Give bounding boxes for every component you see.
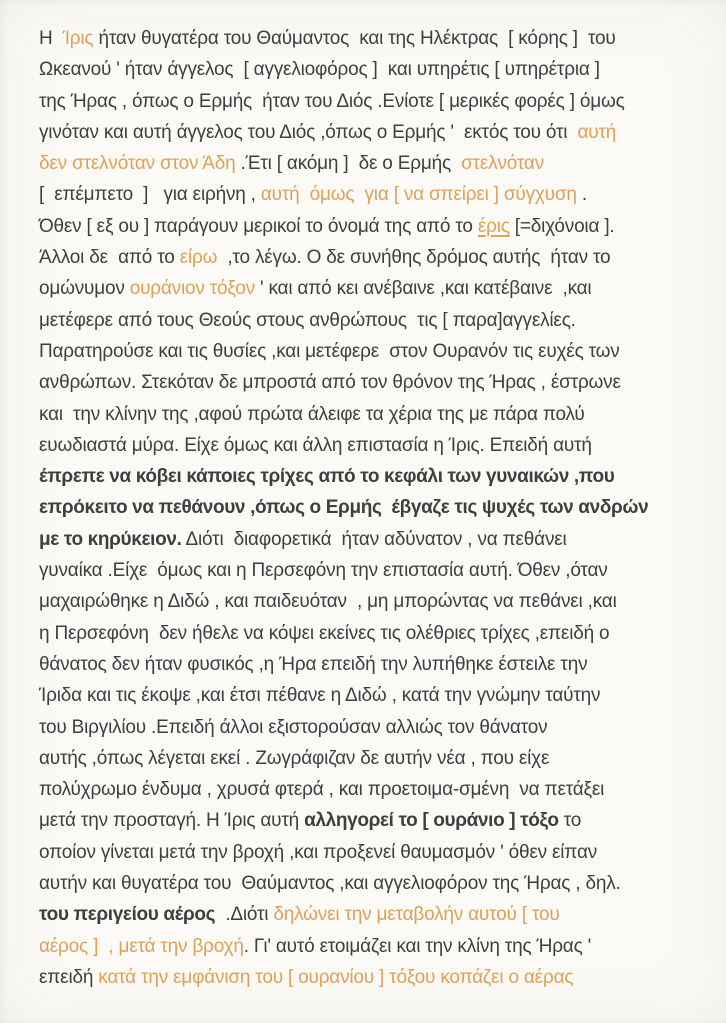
text-segment: επειδή [39, 966, 99, 988]
text-line [39, 586, 711, 617]
text-segment: το [558, 810, 582, 832]
text-line [39, 743, 711, 774]
text-segment: αυτή [577, 121, 617, 143]
text-line [39, 367, 711, 398]
text-segment: .Έτι [ ακόμη ] δε ο Ερμής [235, 153, 462, 175]
text-line [39, 273, 711, 304]
text-segment: μαχαιρώθηκε η Διδώ , και παιδευόταν , μη μπορώντας να πεθάνει ,και [39, 591, 617, 613]
text-segment: έπρεπε να κόβει κάποιες τρίχες από το κεφάλι των γυναικών ,που [39, 466, 615, 488]
text-segment: γινόταν και αυτή άγγελος του Διός ,όπως ο Ερμής ' εκτός του ότι [39, 121, 578, 143]
text-segment: οποίον γίνεται μετά την βροχή ,και προξενεί θαυμασμόν ' όθεν είπαν [39, 841, 598, 863]
text-segment: [=διχόνοια ]. [509, 215, 615, 237]
text-line [39, 430, 711, 461]
text-segment: έρις [477, 215, 510, 237]
text-segment: ομώνυμον [39, 278, 130, 300]
text-line [39, 86, 711, 117]
text-segment: και την κλίνην της ,αφού πρώτα άλειφε τα χέρια της με πάρα πολύ [39, 403, 585, 425]
text-segment: [ επέμπετο ] για ειρήνη , [39, 184, 261, 206]
text-line [39, 680, 711, 711]
text-segment: στελνόταν [461, 153, 544, 175]
text-line [39, 148, 711, 179]
text-line [39, 23, 711, 54]
text-line [39, 399, 711, 430]
text-line [39, 962, 711, 993]
text-segment: Όθεν [ εξ ου ] παράγουν μερικοί το όνομά της από το [39, 215, 478, 237]
text-line [39, 899, 711, 930]
text-line [39, 805, 711, 836]
text-segment: Άλλοι δε από το [39, 247, 180, 269]
text-line [39, 492, 711, 523]
text-line [39, 54, 711, 85]
text-segment: της Ήρας , όπως ο Ερμής ήταν του Διός .Ενίοτε [ μερικές φορές ] όμως [39, 90, 625, 112]
text-segment: θάνατος δεν ήταν φυσικός ,η Ήρα επειδή την λυπήθηκε έστειλε την [39, 653, 588, 675]
text-line [39, 931, 711, 962]
text-segment: του Βιργιλίου .Επειδή άλλοι εξιστορούσαν αλλιώς τον θάνατον [39, 716, 548, 738]
text-segment: . [576, 184, 587, 206]
text-segment: δεν στελνόταν στον Άδη [39, 153, 236, 175]
text-line [39, 555, 711, 586]
text-segment: αυτής ,όπως λέγεται εκεί . Ζωγράφιζαν δε αυτήν νέα , που είχε [39, 747, 550, 769]
text-segment: η Περσεφόνη δεν ήθελε να κόψει εκείνες τις ολέθριες τρίχες ,επειδή ο [39, 622, 610, 644]
text-line [39, 837, 711, 868]
text-line [39, 305, 711, 336]
document-text [39, 23, 711, 993]
text-segment: .Διότι [215, 904, 274, 926]
text-segment: ήταν θυγατέρα του Θαύμαντος και της Ηλέκτρας [ κόρης ] του [93, 28, 616, 49]
text-segment: γυναίκα .Είχε όμως και η Περσεφόνη την επιστασία αυτή. Όθεν ,όταν [39, 560, 608, 582]
text-line [39, 336, 711, 367]
text-line [39, 117, 711, 148]
text-segment: μετά την προσταγή. Η Ίρις αυτή [39, 810, 305, 832]
text-line [39, 618, 711, 649]
text-segment: Ίριδα και τις έκοψε ,και έτσι πέθανε η Διδώ , κατά την γνώμην ταύτην [39, 685, 601, 707]
text-segment: . Γι' αυτό ετοιμάζει και την κλίνη της Ήρας ' [243, 935, 592, 957]
text-line [39, 868, 711, 899]
text-segment: είρω [179, 247, 218, 269]
text-segment: αυτή όμως για [ να σπείρει ] σύγχυση [260, 184, 577, 206]
text-segment: Ωκεανού ' ήταν άγγελος [ αγγελιοφόρος ] και υπηρέτις [ υπηρέτρια ] [39, 59, 600, 81]
text-segment: επρόκειτο να πεθάνουν ,όπως ο Ερμής έβγαζε τις ψυχές των ανδρών [39, 497, 649, 519]
text-segment: Ίρις [62, 28, 94, 49]
text-segment: αέρος ] , μετά την βροχή [39, 935, 244, 957]
text-segment: Η [39, 28, 63, 49]
text-line [39, 524, 711, 555]
text-segment: μετέφερε από τους Θεούς στους ανθρώπους τις [ παρα]αγγελίες. [39, 309, 576, 331]
text-segment: πολύχρωμο ένδυμα , χρυσά φτερά , και προετοιμα-σμένη να πετάξει [39, 779, 605, 801]
text-segment: με το κηρύκειον. [39, 528, 182, 550]
text-segment: ευωδιαστά μύρα. Είχε όμως και άλλη επιστασία η Ίρις. Επειδή αυτή [39, 434, 592, 456]
text-segment: ' και από κει ανέβαινε ,και κατέβαινε ,και [254, 278, 592, 300]
text-segment: ,το λέγω. Ο δε συνήθης δρόμος αυτής ήταν το [217, 247, 611, 269]
text-segment: του περιγείου αέρος [39, 904, 216, 926]
text-line [39, 649, 711, 680]
text-line [39, 211, 711, 242]
text-line [39, 242, 711, 273]
text-segment: ανθρώπων. Στεκόταν δε μπροστά από τον θρόνον της Ήρας , έστρωνε [39, 372, 621, 394]
text-segment: αλληγορεί το [ ουράνιο ] τόξο [304, 810, 559, 832]
text-segment: ουράνιον τόξον [129, 278, 255, 300]
text-segment: κατά την εμφάνιση του [ ουρανίου ] τόξου κοπάζει ο αέρας [98, 966, 574, 988]
text-segment: Παρατηρούσε και τις θυσίες ,και μετέφερε στον Ουρανόν τις ευχές των [39, 340, 620, 362]
text-line [39, 179, 711, 210]
text-line [39, 712, 711, 743]
text-segment: Διότι διαφορετικά ήταν αδύνατον , να πεθάνει [181, 528, 567, 550]
text-segment: αυτήν και θυγατέρα του Θαύμαντος ,και αγγελιοφόρον της Ήρας , δηλ. [39, 873, 621, 895]
text-segment: δηλώνει την μεταβολήν αυτού [ του [273, 904, 560, 926]
text-line [39, 774, 711, 805]
text-line [39, 461, 711, 492]
